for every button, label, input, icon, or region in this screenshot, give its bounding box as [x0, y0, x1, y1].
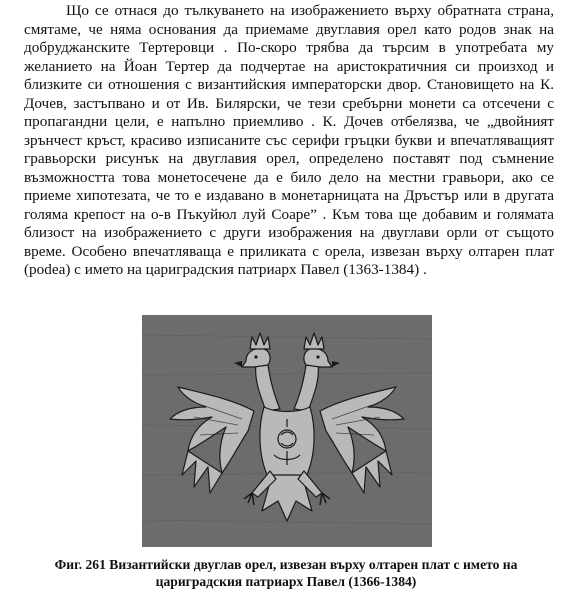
figure-caption	[20, 556, 552, 590]
caption-line-1: Фиг. 261 Византийски двуглав орел, извезан върху олтарен плат с името на	[54, 557, 518, 572]
double-headed-eagle-illustration	[142, 315, 432, 547]
figure-image	[142, 315, 432, 547]
body-paragraph: Що се отнася до тълкуването на изображението върху обратната страна, смятаме, че няма основания да приемаме двуглавия орел като родов знак на добруджанските Тертеровци . По-скоро трябва да търсим в употребата му желанието на Йоан Тертер да подчертае на аристократичния си произход и близките си отношения с византийския императорски двор. Становището на К. Дочев, застъпвано и от Ив. Билярски, че тези сребърни монети са отсечени с пропагандни цели, е напълно приемливо . К. Дочев отбелязва, че „двойният зрънчест кръст, красиво изписаните със серифи гръцки букви и впечатляващият гравьорски рисунък на двуглавия орел, определено поставят под съмнение възможността това монетосечене да е било дело на местни гравьори, ако се приеме хипотезата, че то е издавано в монетарницата на Дръстър или в другата голяма крепост на о-в Пъкуйюл луй Соаре” . Към това ще добавим и голямата близост на изображението с други изображения на двуглави орли от същото време. Особено впечатляваща е приликата с орела, извезан върху олтарен плат (podea) с името на цариградския патриарх Павел (1363-1384) .	[24, 2, 554, 278]
caption-line-2: цариградския патриарх Павел (1366-1384)	[155, 574, 417, 589]
